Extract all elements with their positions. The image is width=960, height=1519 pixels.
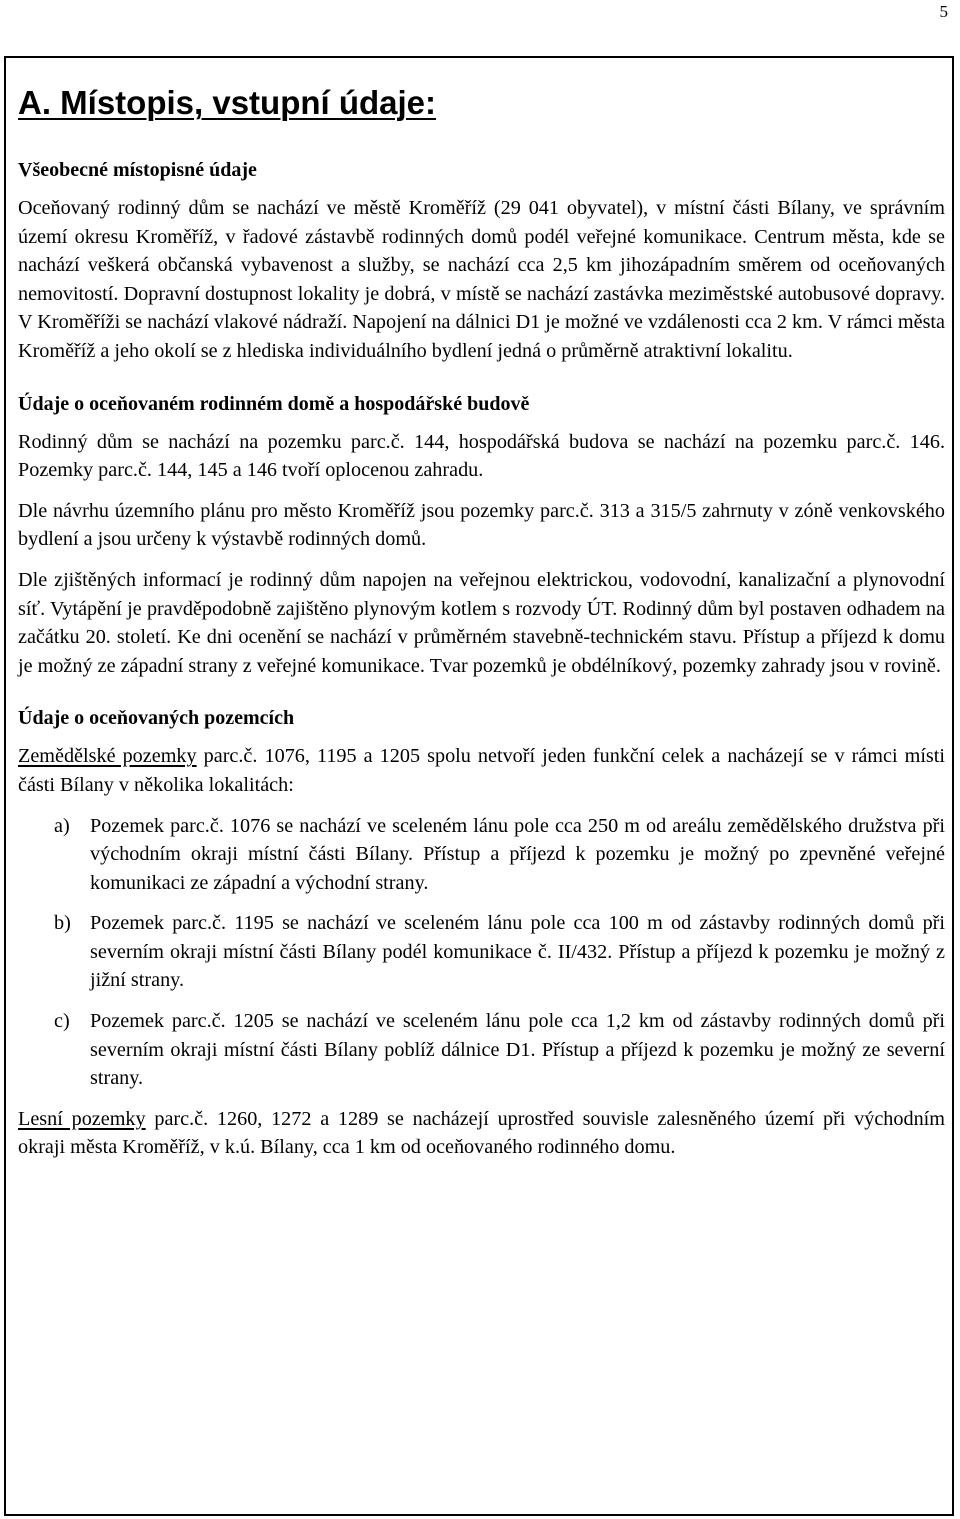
building-paragraph-3: Dle zjištěných informací je rodinný dům napojen na veřejnou elektrickou, vodovodní, kanalizační a plynovodní síť. Vytápění je pravděpodobně zajištěno plynovým kotlem s rozvody ÚT. Rodinný dům byl postaven odhadem na začátku 20. století. Ke dni ocenění se nachází v průměrném stavebně-technickém stavu. Přístup a příjezd k domu je možný ze západní strany z veřejné komunikace. Tvar pozemků je obdélníkový, pozemky zahrady jsou v rovině.	[18, 568, 945, 677]
list-item	[18, 1007, 945, 1093]
agricultural-land-text: parc.č. 1076, 1195 a 1205 spolu netvoří jeden funkční celek a nacházejí se v rámci místi části Bílany v několika lokalitách:	[18, 745, 946, 796]
agricultural-land-label: Zemědělské pozemky	[18, 745, 197, 768]
list-item	[18, 812, 945, 898]
land-heading: Údaje o oceňovaných pozemcích	[18, 707, 295, 730]
forest-land-paragraph	[18, 1105, 945, 1162]
list-item-text: Pozemek parc.č. 1076 se nachází ve sceleném lánu pole cca 250 m od areálu zemědělského družstva při východním okraji místní části Bílany. Přístup a příjezd k pozemku je možný po zpevněné veřejné komunikaci ze západní a východní strany.	[90, 814, 945, 894]
general-paragraph: Oceňovaný rodinný dům se nachází ve městě Kroměříž (29 041 obyvatel), v místní části Bílany, ve správním území okresu Kroměříž, v řadové zástavbě rodinných domů podél veřejné komunikace. Centrum města, kde se nachází veškerá občanská vybavenost a služby, se nachází cca 2,5 km jihozápadním směrem od oceňovaných nemovitostí. Dopravní dostupnost lokality je dobrá, v místě se nachází zastávka meziměstské autobusové dopravy. V Kroměříži se nachází vlakové nádraží. Napojení na dálnici D1 je možné ve vzdálenosti cca 2 km. V rámci města Kroměříž a jeho okolí se z hlediska individuálního bydlení jedná o průměrně atraktivní lokalitu.	[18, 197, 945, 362]
list-marker: b)	[54, 912, 71, 935]
general-heading: Všeobecné místopisné údaje	[18, 159, 257, 181]
agricultural-land-paragraph	[18, 742, 945, 799]
section-title: A. Místopis, vstupní údaje:	[18, 84, 437, 121]
list-item-text: Pozemek parc.č. 1205 se nachází ve sceleném lánu pole cca 1,2 km od zástavby rodinných domů při severním okraji místní části Bílany poblíž dálnice D1. Přístup a příjezd k pozemku je možný ze severní strany.	[90, 1010, 945, 1090]
list-marker: c)	[54, 1010, 70, 1033]
forest-land-label: Lesní pozemky	[18, 1107, 146, 1130]
document-content	[18, 80, 945, 1162]
list-marker: a)	[54, 814, 70, 837]
list-item-text: Pozemek parc.č. 1195 se nachází ve sceleném lánu pole cca 100 m od zástavby rodinných domů při severním okraji místní části Bílany podél komunikace č. II/432. Přístup a příjezd k pozemku je možný z jižní strany.	[90, 912, 945, 992]
land-list	[18, 812, 945, 1093]
building-paragraph-1: Rodinný dům se nachází na pozemku parc.č. 144, hospodářská budova se nachází na pozemku parc.č. 146. Pozemky parc.č. 144, 145 a 146 tvoří oplocenou zahradu.	[18, 430, 945, 482]
forest-land-text: parc.č. 1260, 1272 a 1289 se nacházejí uprostřed souvisle zalesněného území při východním okraji města Kroměříž, v k.ú. Bílany, cca 1 km od oceňovaného rodinného domu.	[18, 1107, 945, 1159]
list-item	[18, 909, 945, 995]
page-number: 5	[939, 2, 948, 21]
building-heading: Údaje o oceňovaném rodinném domě a hospodářské budově	[18, 392, 530, 415]
building-paragraph-2: Dle návrhu územního plánu pro město Kroměříž jsou pozemky parc.č. 313 a 315/5 zahrnuty v zóně venkovského bydlení a jsou určeny k výstavbě rodinných domů.	[18, 499, 945, 551]
